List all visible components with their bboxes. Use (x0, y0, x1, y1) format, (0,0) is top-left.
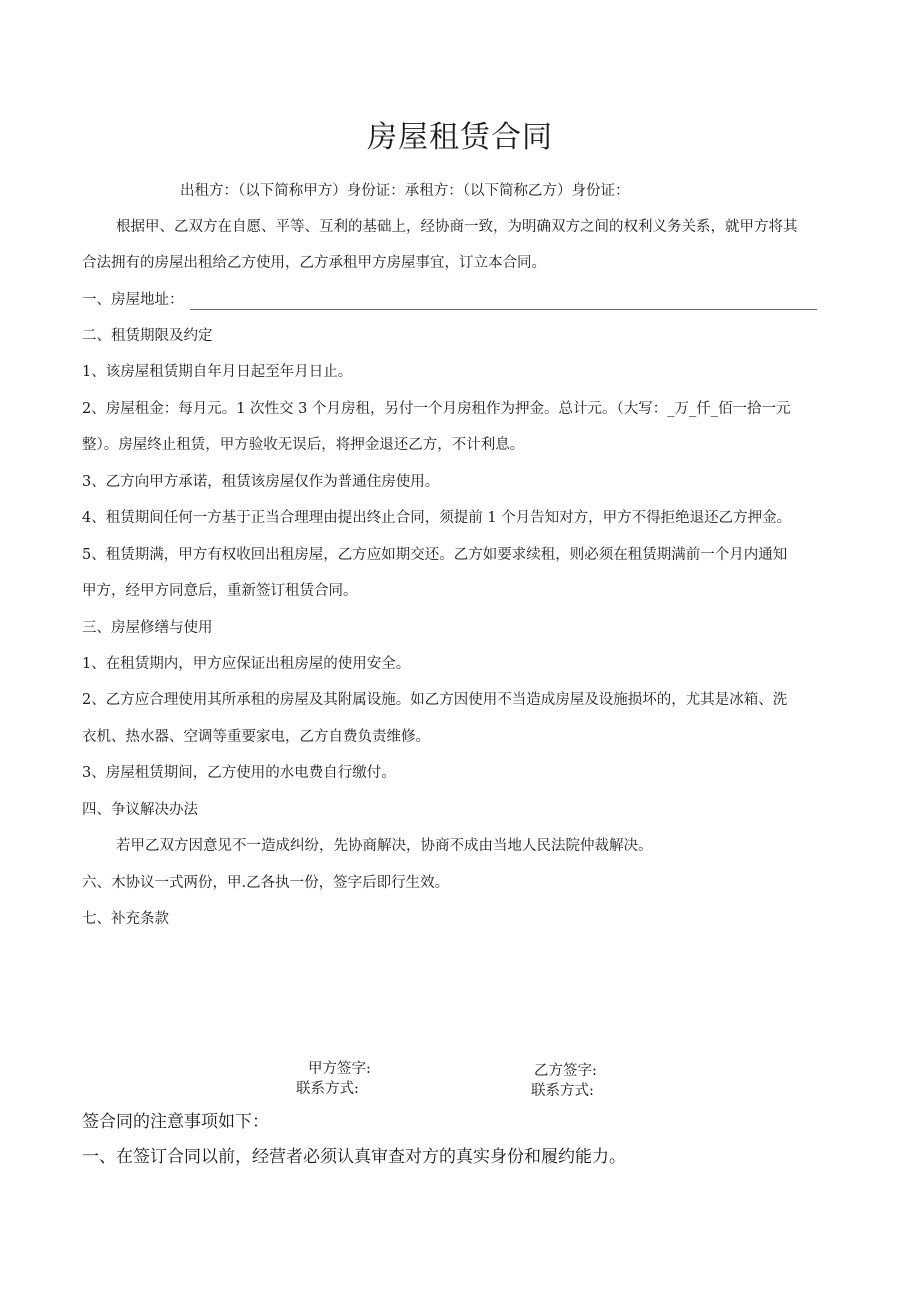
section-7-heading: 七、补充条款 (82, 911, 169, 927)
parties-line: 出租方：（以下简称甲方）身份证：承租方：（以下简称乙方）身份证： (180, 183, 630, 199)
party-b-sign-label: 乙方签字: (534, 1063, 597, 1079)
section-2-item-1: 1、该房屋租赁期自年月日起至年月日止。 (82, 364, 353, 380)
section-3-item-2-line-1: 2、乙方应合理使用其所承租的房屋及其附属设施。如乙方因使用不当造成房屋及设施损坏的，尤其是冰箱、洗 (82, 692, 788, 708)
party-b-contact-label: 联系方式: (531, 1083, 594, 1099)
section-2-item-5-line-2: 甲方，经甲方同意后，重新签订租赁合同。 (82, 583, 358, 599)
section-1-address (82, 290, 842, 310)
section-3-item-3: 3、房屋租赁期间，乙方使用的水电费自行缴付。 (82, 765, 396, 781)
section-3-item-1: 1、在租赁期内，甲方应保证出租房屋的使用安全。 (82, 656, 411, 672)
section-3-heading: 三、房屋修缮与使用 (82, 620, 213, 636)
address-blank-field (190, 295, 817, 310)
section-6-text: 六、木协议一式两份，甲.乙各执一份，签字后即行生效。 (82, 875, 450, 891)
preamble-line-2: 合法拥有的房屋出租给乙方使用，乙方承租甲方房屋事宜，订立本合同。 (82, 255, 546, 271)
section-2-item-4: 4、租赁期间任何一方基于正当合理理由提出终止合同，须提前 1 个月告知对方，甲方不得拒绝退还乙方押金。 (82, 510, 792, 526)
section-2-item-2-line-2: 整）。房屋终止租赁，甲方验收无误后，将押金退还乙方，不计利息。 (82, 437, 525, 453)
section-2-heading: 二、租赁期限及约定 (82, 328, 213, 344)
section-4-heading: 四、争议解决办法 (82, 802, 198, 818)
party-a-contact-label: 联系方式: (296, 1081, 359, 1097)
party-a-sign-label: 甲方签字: (308, 1061, 371, 1077)
section-2-item-3: 3、乙方向甲方承诺，租赁该房屋仅作为普通住房使用。 (82, 474, 440, 490)
section-4-text: 若甲乙双方因意见不一造成纠纷，先协商解决，协商不成由当地人民法院仲裁解决。 (116, 838, 653, 854)
document-title: 房屋租赁合同 (367, 120, 553, 155)
notes-item-1: 一、在签订合同以前，经营者必须认真审查对方的真实身份和履约能力。 (82, 1147, 626, 1167)
section-2-item-2-line-1: 2、房屋租金：每月元。1 次性交 3 个月房租，另付一个月房租作为押金。总计元。（大写：_万_仟_佰一拾一元 (82, 401, 791, 417)
section-1-label: 一、房屋地址： (82, 292, 184, 308)
notes-heading: 签合同的注意事项如下： (82, 1112, 269, 1132)
section-2-item-5-line-1: 5、租赁期满，甲方有权收回出租房屋，乙方应如期交还。乙方如要求续租，则必须在租赁期满前一个月内通知 (82, 547, 788, 563)
section-3-item-2-line-2: 衣机、热水器、空调等重要家电，乙方自费负责维修。 (82, 729, 430, 745)
preamble-line-1: 根据甲、乙双方在自愿、平等、互利的基础上，经协商一致，为明确双方之间的权利义务关系，就甲方将其 (116, 219, 798, 235)
